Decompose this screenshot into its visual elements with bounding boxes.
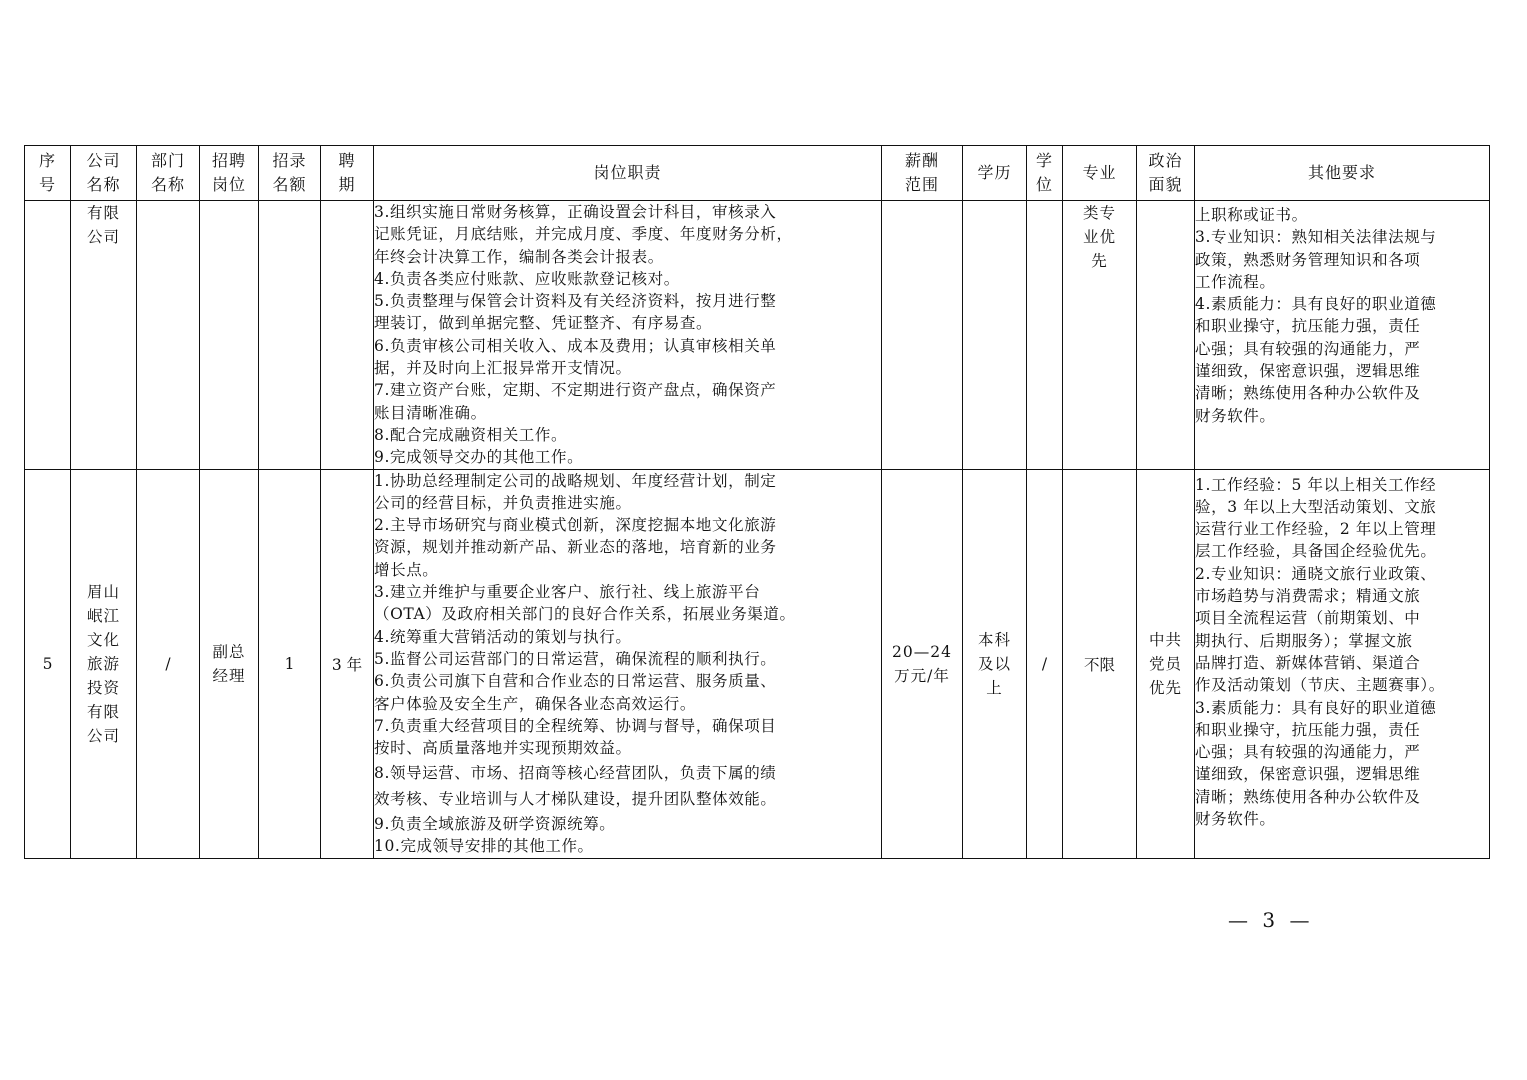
cell-term: 3 年 (321, 469, 374, 858)
cell-other: 1.工作经验：5 年以上相关工作经 验，3 年以上大型活动策划、文旅 运营行业工作经验，2 年以上管理 层工作经验，具备国企经验优先。 2.专业知识：通晓文旅行业政策、 市场趋势与消费需求；精通文旅 项目全流程运营（前期策划、中 期执行、后期服务）；掌握文旅 品牌打造、新媒体营销、渠道合 作及活动策划（节庆、主题赛事）。 3.素质能力：具有良好的职业道德 和职业操守，抗压能力强，责任 心强；具有较强的沟通能力，严 谨细致，保密意识强，逻辑思维 清晰；熟练使用各种办公软件及 财务软件。 (1195, 469, 1490, 858)
cell-salary (882, 201, 963, 470)
header-term: 聘 期 (321, 146, 374, 201)
cell-political (1137, 201, 1195, 470)
cell-political: 中共 党员 优先 (1137, 469, 1195, 858)
cell-quota (259, 201, 321, 470)
header-quota: 招录 名额 (259, 146, 321, 201)
cell-degree (1027, 201, 1063, 470)
header-duties: 岗位职责 (374, 146, 882, 201)
cell-term (321, 201, 374, 470)
header-company: 公司 名称 (71, 146, 137, 201)
header-other: 其他要求 (1195, 146, 1490, 201)
header-education: 学历 (963, 146, 1027, 201)
cell-company: 有限 公司 (71, 201, 137, 470)
cell-major: 类专 业优 先 (1063, 201, 1137, 470)
header-position: 招聘 岗位 (200, 146, 259, 201)
header-seq: 序 号 (25, 146, 71, 201)
header-salary: 薪酬 范围 (882, 146, 963, 201)
cell-degree: / (1027, 469, 1063, 858)
cell-duties: 1.协助总经理制定公司的战略规划、年度经营计划，制定 公司的经营目标，并负责推进实施。 2.主导市场研究与商业模式创新，深度挖掘本地文化旅游 资源，规划并推动新产品、新业态的落地，培育新的业务 增长点。 3.建立并维护与重要企业客户、旅行社、线上旅游平台 （OTA）及政府相关部门的良好合作关系，拓展业务渠道。 4.统筹重大营销活动的策划与执行。 5.监督公司运营部门的日常运营，确保流程的顺利执行。 6.负责公司旗下自营和合作业态的日常运营、服务质量、 客户体验及安全生产，确保各业态高效运行。 7.负责重大经营项目的全程统筹、协调与督导，确保项目 按时、高质量落地并实现预期效益。 8.领导运营、市场、招商等核心经营团队，负责下属的绩 效考核、专业培训与人才梯队建设，提升团队整体效能。 9.负责全域旅游及研学资源统筹。 10.完成领导安排的其他工作。 (374, 469, 882, 858)
header-political: 政治 面貌 (1137, 146, 1195, 201)
cell-dept: / (137, 469, 200, 858)
recruitment-table (24, 145, 1490, 859)
cell-salary: 20—24 万元/年 (882, 469, 963, 858)
page-number: — 3 — (1228, 908, 1314, 932)
cell-seq: 5 (25, 469, 71, 858)
cell-other: 上职称或证书。 3.专业知识：熟知相关法律法规与 政策，熟悉财务管理知识和各项 工作流程。 4.素质能力：具有良好的职业道德 和职业操守，抗压能力强，责任 心强；具有较强的沟通能力，严 谨细致，保密意识强，逻辑思维 清晰；熟练使用各种办公软件及 财务软件。 (1195, 201, 1490, 470)
cell-company: 眉山 岷江 文化 旅游 投资 有限 公司 (71, 469, 137, 858)
cell-education: 本科 及以 上 (963, 469, 1027, 858)
cell-education (963, 201, 1027, 470)
table-row-continued (25, 201, 1490, 470)
cell-position (200, 201, 259, 470)
header-degree: 学 位 (1027, 146, 1063, 201)
header-major: 专业 (1063, 146, 1137, 201)
cell-position: 副总 经理 (200, 469, 259, 858)
table-row-5 (25, 469, 1490, 858)
cell-quota: 1 (259, 469, 321, 858)
cell-duties: 3.组织实施日常财务核算，正确设置会计科目，审核录入 记账凭证，月底结账，并完成月度、季度、年度财务分析， 年终会计决算工作，编制各类会计报表。 4.负责各类应付账款、应收账款登记核对。 5.负责整理与保管会计资料及有关经济资料，按月进行整 理装订，做到单据完整、凭证整齐、有序易查。 6.负责审核公司相关收入、成本及费用；认真审核相关单 据，并及时向上汇报异常开支情况。 7.建立资产台账，定期、不定期进行资产盘点，确保资产 账目清晰准确。 8.配合完成融资相关工作。 9.完成领导交办的其他工作。 (374, 201, 882, 470)
header-dept: 部门 名称 (137, 146, 200, 201)
cell-major: 不限 (1063, 469, 1137, 858)
cell-seq (25, 201, 71, 470)
cell-dept (137, 201, 200, 470)
header-row (25, 146, 1490, 201)
